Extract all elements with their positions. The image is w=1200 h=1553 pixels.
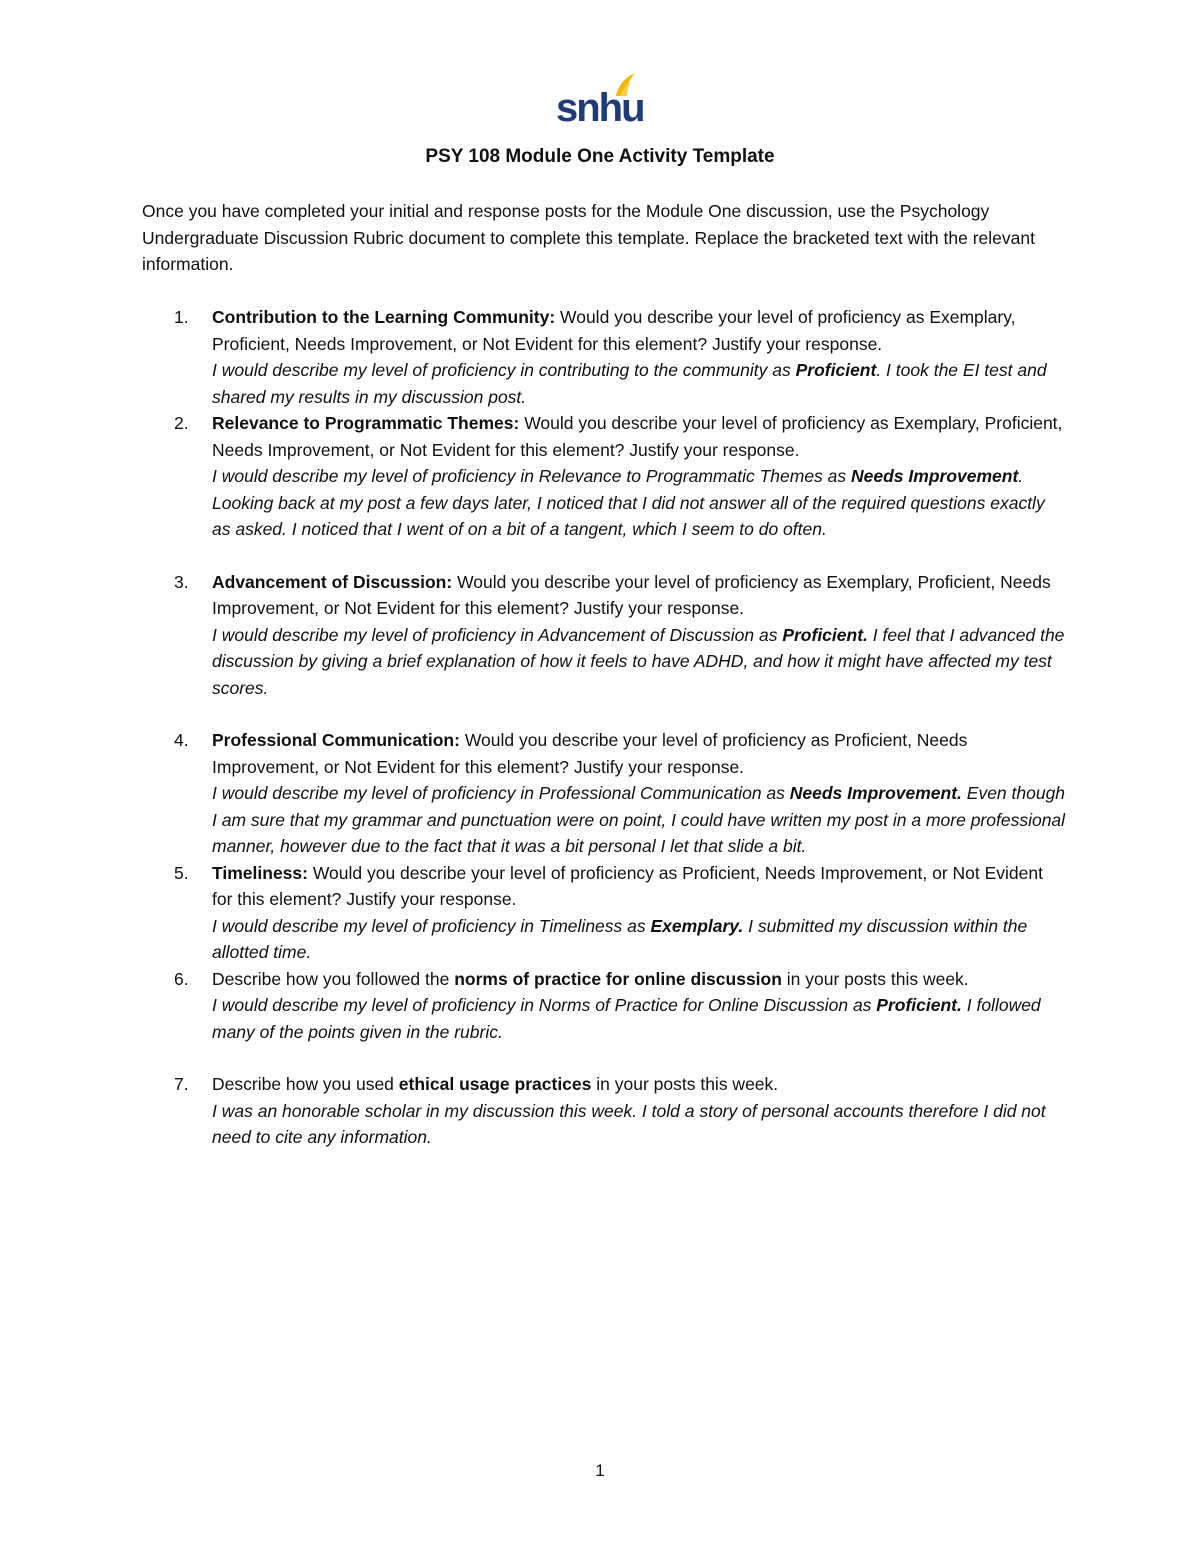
item-label: Professional Communication: — [212, 730, 460, 750]
list-item — [142, 569, 1067, 728]
answer-rating: Exemplary. — [650, 915, 744, 936]
item-number: 6. — [174, 968, 189, 989]
list-item — [142, 860, 1067, 966]
intro-paragraph: Once you have completed your initial and response posts for the Module One discussion, use the Psychology Undergraduate Discussion Rubric document to complete this template. Replace the bracketed text with the relevant information. — [142, 201, 1035, 274]
list-item — [142, 966, 1067, 1072]
item-label: Contribution to the Learning Community: — [212, 307, 556, 327]
answer-rating: Needs Improvement — [851, 466, 1019, 486]
item-number: 1. — [174, 307, 189, 327]
item-prompt: Describe how you followed the norms of practice for online discussion in your posts this week. — [212, 968, 969, 989]
document-title: PSY 108 Module One Activity Template — [425, 146, 775, 167]
item-answer: I would describe my level of proficiency in Norms of Practice for Online Discussion as Proficient. I followed many of the points given in the rubric. — [212, 995, 1041, 1042]
answer-rating: Proficient — [795, 360, 877, 380]
item-answer: I would describe my level of proficiency in Advancement of Discussion as Proficient. I feel that I advanced the discussion by giving a brief explanation of how it feels to have ADHD, and how it might have affected my test scores. — [212, 624, 1065, 698]
item-answer: I would describe my level of proficiency in Professional Communication as Needs Improvement. Even though I am sure that my grammar and punctuation were on point, I could have written my post in a more professional manner, however due to the fact that it was a bit personal I let that slide a bit. — [212, 783, 1066, 856]
item-prompt: Would you describe your level of proficiency as Proficient, Needs Improvement, or Not Evident for this element? Justify your response. — [212, 862, 1043, 909]
item-prompt: Describe how you used ethical usage practices in your posts this week. — [212, 1074, 779, 1094]
item-prompt: Would you describe your level of proficiency as Proficient, Needs Improvement, or Not Evident for this element? Justify your response. — [212, 730, 968, 777]
list-item — [142, 1071, 1067, 1151]
answer-rating: Needs Improvement. — [789, 783, 962, 803]
snhu-logo — [556, 72, 644, 134]
item-label: Relevance to Programmatic Themes: — [212, 413, 520, 433]
page-number: 1 — [595, 1461, 605, 1480]
list-item — [142, 304, 1067, 410]
item-prompt: Would you describe your level of proficiency as Exemplary, Proficient, Needs Improvement, or Not Evident for this element? Justify your response. — [212, 571, 1051, 618]
item-prompt: Would you describe your level of proficiency as Exemplary, Proficient, Needs Improvement, or Not Evident for this element? Justify your response. — [212, 307, 1016, 354]
item-answer: I was an honorable scholar in my discussion this week. I told a story of personal accounts therefore I did not need to cite any information. — [212, 1100, 1046, 1147]
item-prompt: Would you describe your level of proficiency as Exemplary, Proficient, Needs Improvement, or Not Evident for this element? Justify your response. — [212, 413, 1063, 460]
item-answer: I would describe my level of proficiency in contributing to the community as Proficient. I took the EI test and shared my results in my discussion post. — [212, 360, 1047, 407]
item-number: 2. — [174, 413, 189, 433]
item-number: 5. — [174, 862, 189, 883]
answer-rating: Proficient. — [782, 624, 868, 645]
logo-wordmark: snhu — [556, 86, 644, 130]
item-number: 3. — [174, 571, 189, 592]
rubric-item-list — [142, 304, 1067, 1151]
list-item — [142, 410, 1067, 569]
item-number: 7. — [174, 1074, 189, 1094]
item-answer: I would describe my level of proficiency in Timeliness as Exemplary. I submitted my discussion within the allotted time. — [212, 915, 1028, 962]
item-number: 4. — [174, 730, 189, 750]
item-label: Timeliness: — [212, 862, 308, 883]
item-answer: I would describe my level of proficiency in Relevance to Programmatic Themes as Needs Improvement. Looking back at my post a few days later, I noticed that I did not answer all of the required questions exactly as asked. I noticed that I went of on a bit of a tangent, which I seem to do often. — [212, 466, 1045, 539]
item-label: Advancement of Discussion: — [212, 571, 453, 592]
answer-rating: Proficient. — [876, 995, 962, 1015]
list-item — [142, 727, 1067, 860]
